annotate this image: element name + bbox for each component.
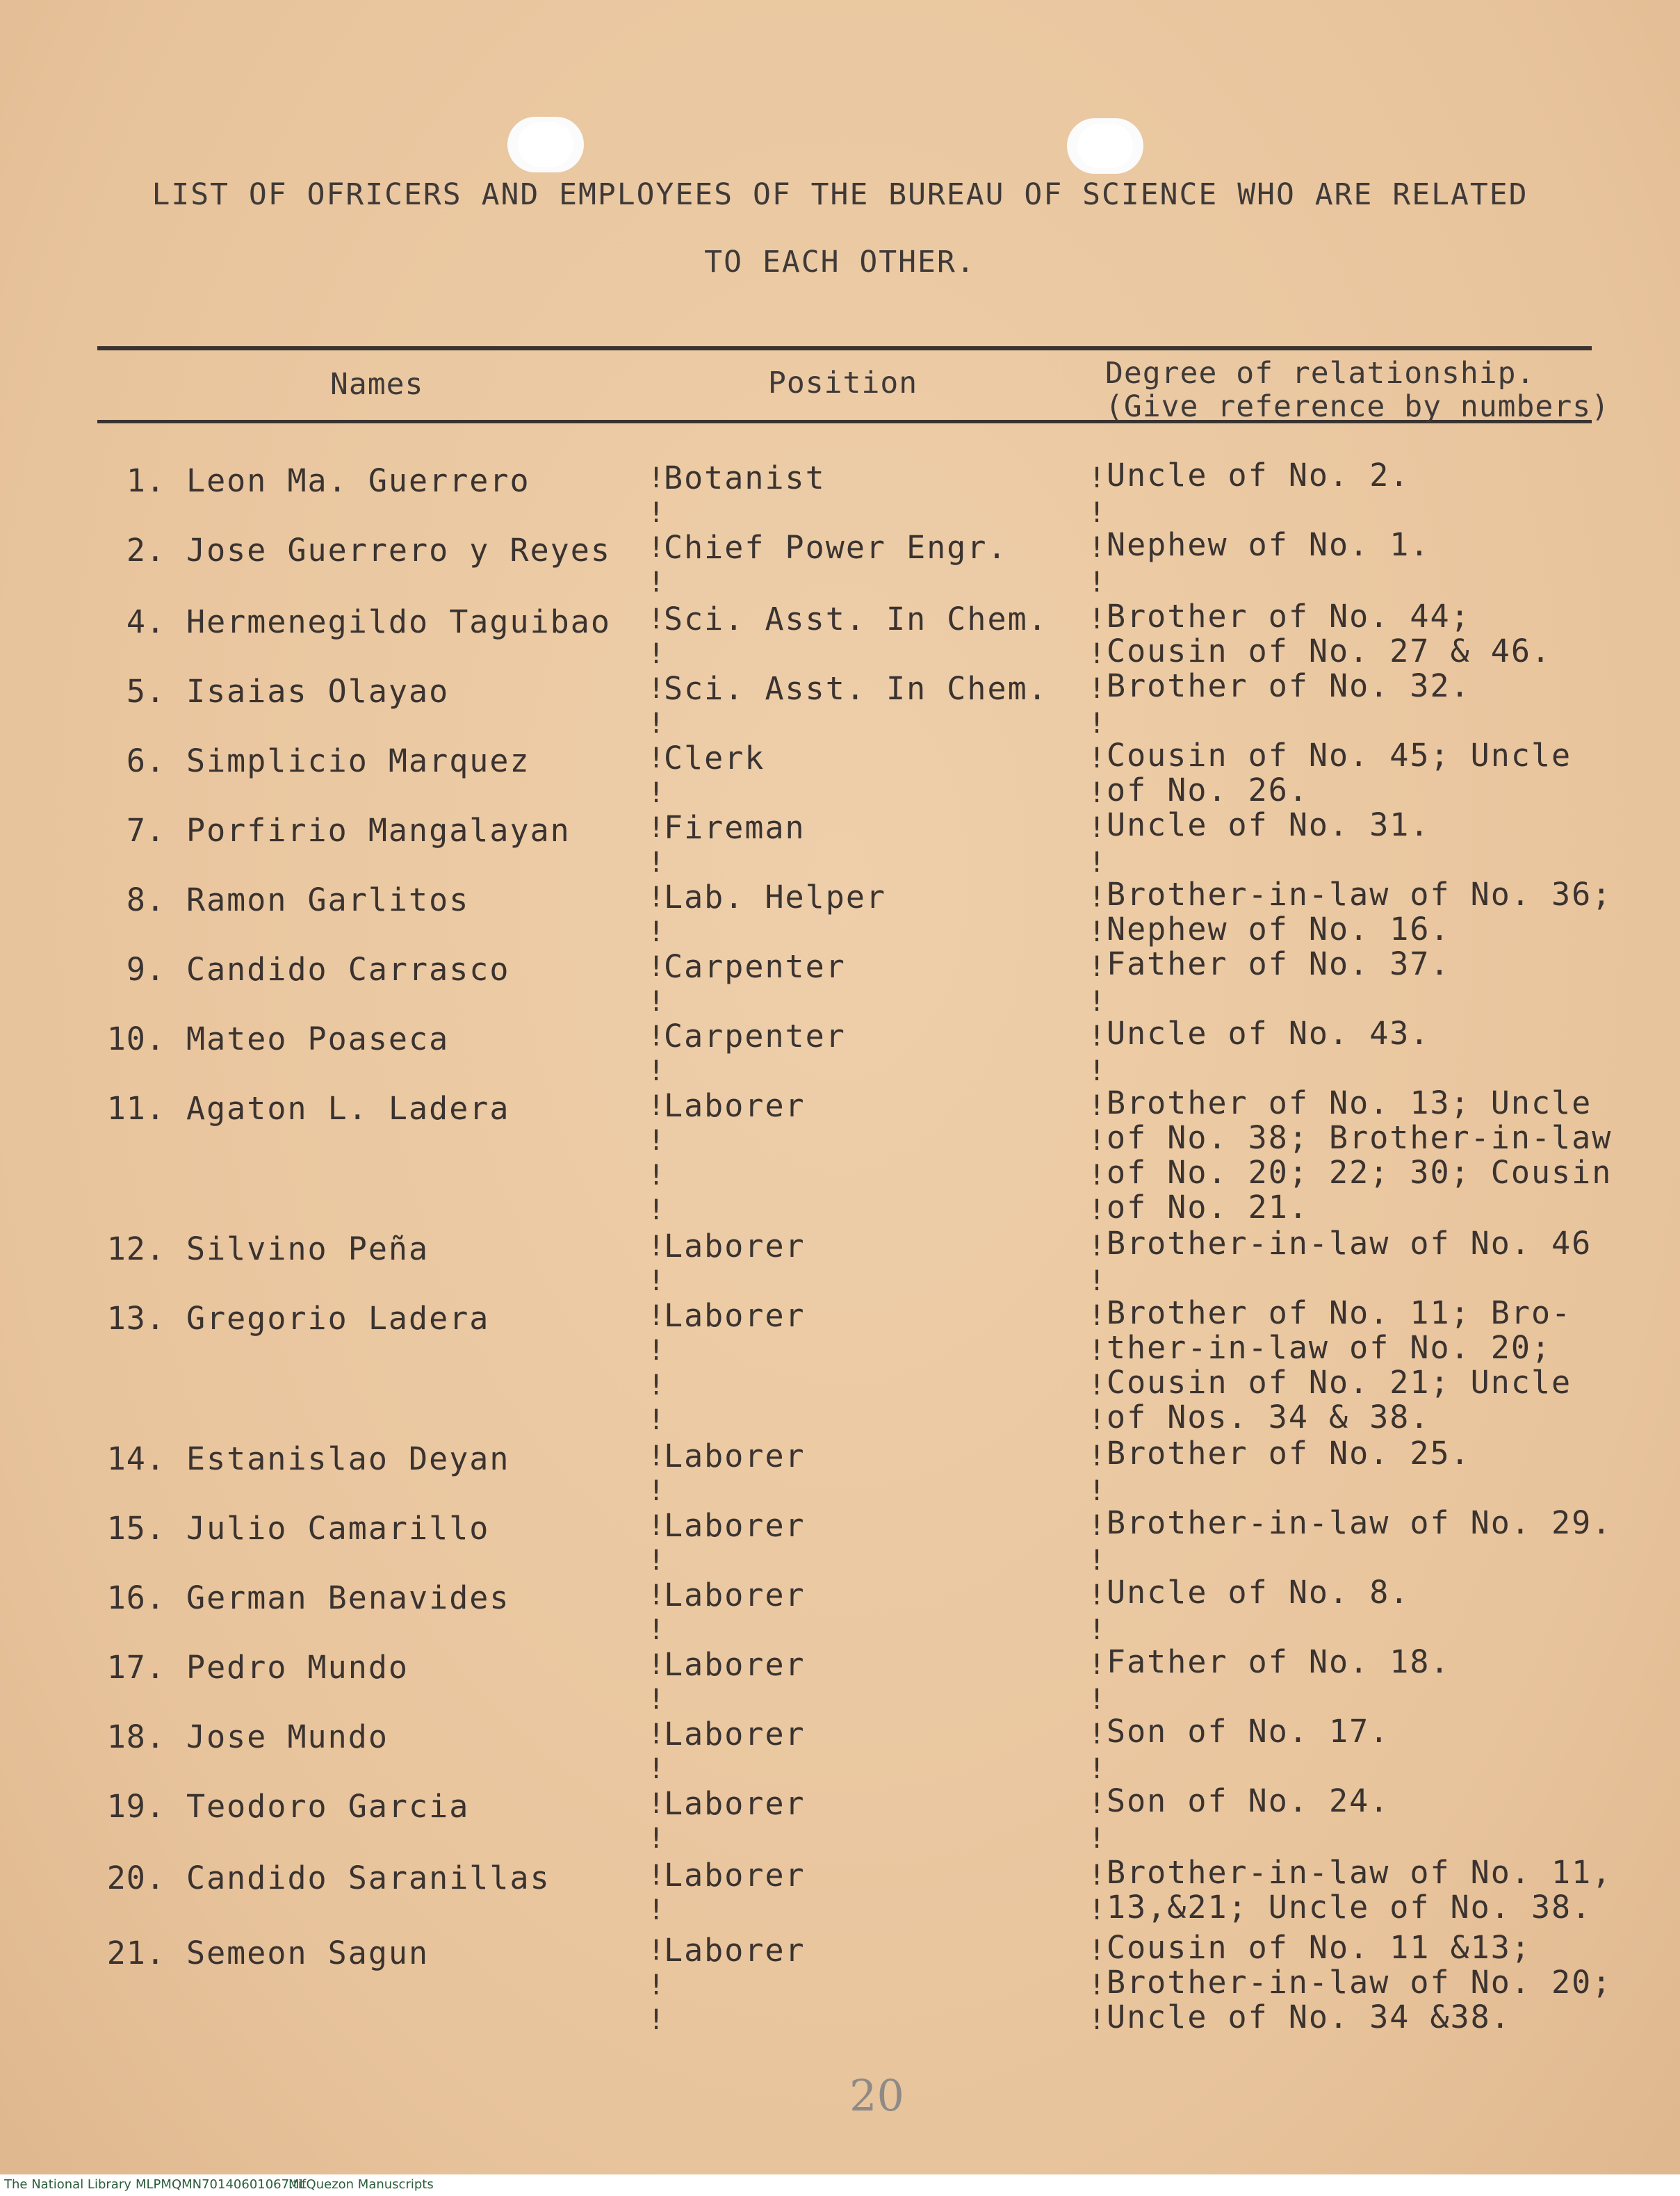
column-separator-mark: ! (648, 1788, 665, 1820)
column-header-names: Names (330, 367, 424, 402)
column-separator-mark: ! (1088, 2004, 1106, 2036)
column-separator-mark: ! (1088, 1090, 1106, 1122)
employee-name: German Benavides (186, 1579, 510, 1616)
column-separator-mark: ! (648, 1230, 665, 1262)
column-separator-mark: ! (648, 1475, 665, 1507)
column-separator-mark: ! (1088, 497, 1106, 529)
column-separator-mark: ! (1088, 1788, 1106, 1820)
column-separator-mark: ! (1088, 742, 1106, 774)
row-number: 9. (126, 951, 165, 988)
employee-position: Laborer (664, 1087, 806, 1124)
column-separator-mark: ! (1088, 708, 1106, 740)
column-separator-mark: ! (1088, 986, 1106, 1018)
document-title-line-1: LIST OF OFRICERS AND EMPLOYEES OF THE BUREAU OF SCIENCE WHO ARE RELATED (152, 177, 1528, 212)
column-separator-mark: ! (1088, 812, 1106, 844)
column-separator-mark: ! (1088, 603, 1106, 635)
employee-name: Jose Mundo (186, 1718, 389, 1755)
relationship-line: Cousin of No. 11 &13; (1107, 1929, 1531, 1966)
column-separator-mark: ! (648, 847, 665, 879)
column-separator-mark: ! (648, 1055, 665, 1087)
employee-position: Laborer (664, 1716, 806, 1752)
column-separator-mark: ! (648, 1860, 665, 1892)
relationship-line: Brother of No. 11; Bro- (1107, 1294, 1572, 1331)
column-separator-mark: ! (648, 1300, 665, 1332)
employee-name: Estanislao Deyan (186, 1440, 510, 1477)
relationship-line: of No. 20; 22; 30; Cousin (1107, 1154, 1613, 1191)
relationship-line: Uncle of No. 2. (1107, 457, 1410, 494)
column-separator-mark: ! (1088, 881, 1106, 913)
relationship-line: Nephew of No. 1. (1107, 526, 1430, 563)
footer-collection: MLQuezon Manuscripts (288, 2177, 434, 2192)
column-separator-mark: ! (648, 812, 665, 844)
row-number: 19. (106, 1788, 165, 1825)
relationship-line: Brother of No. 32. (1107, 667, 1471, 704)
relationship-line: Brother-in-law of No. 46 (1107, 1225, 1592, 1262)
column-separator-mark: ! (1088, 638, 1106, 670)
relationship-line: Uncle of No. 34 &38. (1107, 1999, 1511, 2035)
column-separator-mark: ! (648, 462, 665, 494)
relationship-line: of Nos. 34 & 38. (1107, 1399, 1430, 1435)
column-separator-mark: ! (648, 1125, 665, 1157)
column-separator-mark: ! (1088, 1230, 1106, 1262)
column-header-position: Position (768, 366, 918, 400)
column-separator-mark: ! (1088, 567, 1106, 599)
row-number: 17. (106, 1649, 165, 1686)
employee-name: Gregorio Ladera (186, 1300, 490, 1337)
relationship-line: Brother-in-law of No. 11, (1107, 1854, 1613, 1891)
row-number: 20. (106, 1860, 165, 1896)
column-separator-mark: ! (648, 1894, 665, 1926)
employee-position: Laborer (664, 1297, 806, 1334)
column-separator-mark: ! (1088, 1510, 1106, 1542)
column-separator-mark: ! (648, 1335, 665, 1367)
column-separator-mark: ! (1088, 1935, 1106, 1967)
column-separator-mark: ! (1088, 1614, 1106, 1646)
column-separator-mark: ! (1088, 1969, 1106, 2001)
column-separator-mark: ! (648, 1753, 665, 1785)
employee-name: Leon Ma. Guerrero (186, 462, 530, 499)
relationship-line: Brother of No. 25. (1107, 1435, 1471, 1472)
column-separator-mark: ! (648, 638, 665, 670)
employee-position: Laborer (664, 1577, 806, 1613)
relationship-line: Son of No. 17. (1107, 1713, 1390, 1750)
column-separator-mark: ! (1088, 951, 1106, 983)
row-number: 1. (126, 462, 165, 499)
row-number: 12. (106, 1230, 165, 1267)
employee-position: Carpenter (664, 948, 846, 985)
employee-name: Ramon Garlitos (186, 881, 470, 918)
relationship-line: ther-in-law of No. 20; (1107, 1329, 1552, 1366)
column-separator-mark: ! (1088, 1475, 1106, 1507)
relationship-line: Brother-in-law of No. 36; (1107, 876, 1613, 913)
employee-position: Laborer (664, 1932, 806, 1969)
column-separator-mark: ! (648, 1194, 665, 1226)
column-separator-mark: ! (1088, 916, 1106, 948)
column-separator-mark: ! (648, 1510, 665, 1542)
column-separator-mark: ! (648, 1614, 665, 1646)
column-separator-mark: ! (1088, 777, 1106, 809)
row-number: 10. (106, 1020, 165, 1057)
relationship-line: Uncle of No. 43. (1107, 1015, 1430, 1052)
column-separator-mark: ! (1088, 1055, 1106, 1087)
column-separator-mark: ! (1088, 1684, 1106, 1716)
employee-name: Julio Camarillo (186, 1510, 490, 1547)
employee-name: Candido Carrasco (186, 951, 510, 988)
column-separator-mark: ! (648, 1265, 665, 1297)
column-header-relationship-2: (Give reference by numbers) (1105, 389, 1610, 424)
column-separator-mark: ! (1088, 1579, 1106, 1611)
relationship-line: Uncle of No. 8. (1107, 1574, 1410, 1611)
column-separator-mark: ! (1088, 1265, 1106, 1297)
column-separator-mark: ! (1088, 1753, 1106, 1785)
column-separator-mark: ! (1088, 1369, 1106, 1401)
relationship-line: of No. 26. (1107, 772, 1309, 808)
relationship-line: Brother of No. 44; (1107, 598, 1471, 635)
row-number: 6. (126, 742, 165, 779)
column-header-relationship-1: Degree of relationship. (1105, 356, 1535, 391)
relationship-line: Father of No. 18. (1107, 1643, 1451, 1680)
column-separator-mark: ! (648, 986, 665, 1018)
employee-name: Agaton L. Ladera (186, 1090, 510, 1127)
punch-hole-right (1067, 118, 1143, 174)
column-separator-mark: ! (1088, 1125, 1106, 1157)
column-separator-mark: ! (648, 708, 665, 740)
row-number: 16. (106, 1579, 165, 1616)
row-number: 4. (126, 603, 165, 640)
relationship-line: of No. 38; Brother-in-law (1107, 1119, 1613, 1156)
row-number: 18. (106, 1718, 165, 1755)
document-title-line-2: TO EACH OTHER. (704, 245, 976, 279)
employee-name: Porfirio Mangalayan (186, 812, 571, 849)
employee-name: Isaias Olayao (186, 673, 450, 710)
column-separator-mark: ! (648, 1440, 665, 1472)
employee-name: Semeon Sagun (186, 1935, 430, 1971)
column-separator-mark: ! (648, 1718, 665, 1750)
relationship-line: Father of No. 37. (1107, 945, 1451, 982)
relationship-line: Cousin of No. 21; Uncle (1107, 1364, 1572, 1401)
column-separator-mark: ! (648, 1649, 665, 1681)
employee-position: Lab. Helper (664, 879, 887, 916)
footer-library: The National Library (4, 2177, 131, 2192)
row-number: 8. (126, 881, 165, 918)
column-separator-mark: ! (1088, 1194, 1106, 1226)
employee-position: Fireman (664, 809, 806, 846)
column-separator-mark: ! (1088, 462, 1106, 494)
row-number: 13. (106, 1300, 165, 1337)
employee-position: Carpenter (664, 1018, 846, 1055)
column-separator-mark: ! (1088, 1545, 1106, 1577)
employee-position: Laborer (664, 1438, 806, 1474)
punch-hole-left (507, 117, 584, 172)
employee-position: Laborer (664, 1785, 806, 1822)
column-separator-mark: ! (1088, 1300, 1106, 1332)
column-separator-mark: ! (1088, 1894, 1106, 1926)
column-separator-mark: ! (648, 1935, 665, 1967)
column-separator-mark: ! (648, 1160, 665, 1191)
column-separator-mark: ! (648, 742, 665, 774)
employee-name: Jose Guerrero y Reyes (186, 532, 611, 569)
column-separator-mark: ! (648, 673, 665, 705)
employee-name: Silvino Peña (186, 1230, 430, 1267)
relationship-line: Son of No. 24. (1107, 1782, 1390, 1819)
column-separator-mark: ! (648, 1369, 665, 1401)
employee-position: Clerk (664, 740, 765, 776)
row-number: 11. (106, 1090, 165, 1127)
column-separator-mark: ! (1088, 1649, 1106, 1681)
column-separator-mark: ! (648, 951, 665, 983)
column-separator-mark: ! (648, 881, 665, 913)
column-separator-mark: ! (648, 1684, 665, 1716)
relationship-line: Cousin of No. 45; Uncle (1107, 737, 1572, 774)
employee-position: Laborer (664, 1507, 806, 1544)
relationship-line: Brother-in-law of No. 29. (1107, 1504, 1613, 1541)
row-number: 7. (126, 812, 165, 849)
column-separator-mark: ! (1088, 532, 1106, 564)
relationship-line: Nephew of No. 16. (1107, 911, 1451, 947)
employee-name: Hermenegildo Taguibao (186, 603, 611, 640)
employee-name: Pedro Mundo (186, 1649, 409, 1686)
relationship-line: Cousin of No. 27 & 46. (1107, 633, 1552, 669)
column-separator-mark: ! (1088, 1335, 1106, 1367)
column-separator-mark: ! (648, 2004, 665, 2036)
table-top-rule (97, 346, 1592, 350)
employee-name: Teodoro Garcia (186, 1788, 470, 1825)
column-separator-mark: ! (1088, 673, 1106, 705)
column-separator-mark: ! (1088, 1440, 1106, 1472)
column-separator-mark: ! (1088, 1823, 1106, 1855)
page-number: 20 (849, 2070, 904, 2121)
row-number: 15. (106, 1510, 165, 1547)
employee-position: Botanist (664, 459, 826, 496)
column-separator-mark: ! (648, 1579, 665, 1611)
column-separator-mark: ! (648, 1823, 665, 1855)
column-separator-mark: ! (648, 603, 665, 635)
column-separator-mark: ! (648, 1545, 665, 1577)
column-separator-mark: ! (648, 916, 665, 948)
footer-file: MLPMQMN70140601067.tif (136, 2177, 307, 2192)
relationship-line: Brother of No. 13; Uncle (1107, 1084, 1592, 1121)
employee-name: Simplicio Marquez (186, 742, 530, 779)
row-number: 21. (106, 1935, 165, 1971)
employee-position: Chief Power Engr. (664, 529, 1008, 566)
employee-position: Sci. Asst. In Chem. (664, 601, 1048, 637)
row-number: 14. (106, 1440, 165, 1477)
column-separator-mark: ! (648, 1090, 665, 1122)
column-separator-mark: ! (648, 1020, 665, 1052)
column-separator-mark: ! (648, 1404, 665, 1436)
column-separator-mark: ! (648, 497, 665, 529)
column-separator-mark: ! (1088, 1160, 1106, 1191)
archive-footer (0, 2174, 1680, 2196)
column-separator-mark: ! (1088, 847, 1106, 879)
column-separator-mark: ! (1088, 1860, 1106, 1892)
employee-position: Laborer (664, 1646, 806, 1683)
column-separator-mark: ! (1088, 1404, 1106, 1436)
column-separator-mark: ! (648, 532, 665, 564)
employee-position: Laborer (664, 1228, 806, 1264)
employee-name: Candido Saranillas (186, 1860, 551, 1896)
employee-name: Mateo Poaseca (186, 1020, 450, 1057)
column-separator-mark: ! (648, 1969, 665, 2001)
column-separator-mark: ! (648, 777, 665, 809)
relationship-line: Uncle of No. 31. (1107, 806, 1430, 843)
row-number: 2. (126, 532, 165, 569)
relationship-line: 13,&21; Uncle of No. 38. (1107, 1889, 1592, 1926)
employee-position: Laborer (664, 1857, 806, 1894)
column-separator-mark: ! (1088, 1020, 1106, 1052)
relationship-line: of No. 21. (1107, 1189, 1309, 1226)
column-separator-mark: ! (648, 567, 665, 599)
row-number: 5. (126, 673, 165, 710)
employee-position: Sci. Asst. In Chem. (664, 670, 1048, 707)
column-separator-mark: ! (1088, 1718, 1106, 1750)
relationship-line: Brother-in-law of No. 20; (1107, 1964, 1613, 2001)
